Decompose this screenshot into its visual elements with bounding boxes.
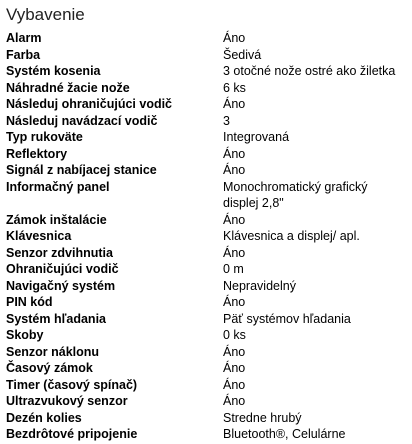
spec-value: Bluetooth®, Celulárne bbox=[223, 427, 346, 441]
spec-row bbox=[6, 294, 408, 311]
spec-label: Signál z nabíjacej stanice bbox=[6, 163, 157, 177]
spec-row bbox=[6, 261, 408, 278]
spec-label: Skoby bbox=[6, 328, 44, 342]
spec-row bbox=[6, 377, 408, 394]
spec-value: Áno bbox=[223, 97, 246, 111]
spec-label: Zámok inštalácie bbox=[6, 212, 107, 227]
spec-row bbox=[6, 228, 408, 245]
spec-value: Áno bbox=[223, 344, 246, 359]
spec-row bbox=[6, 96, 408, 113]
spec-value: Nepravidelný bbox=[223, 278, 296, 293]
spec-row bbox=[6, 129, 408, 146]
spec-label: Klávesnica bbox=[6, 229, 72, 243]
spec-value: Áno bbox=[223, 361, 246, 375]
spec-label: Ohraničujúci vodič bbox=[6, 262, 119, 276]
spec-label: Navigačný systém bbox=[6, 278, 116, 293]
spec-label: Dezén kolies bbox=[6, 410, 82, 425]
spec-row bbox=[6, 426, 408, 443]
spec-row bbox=[6, 113, 408, 130]
spec-label: Následuj navádzací vodič bbox=[6, 113, 158, 128]
spec-value: Monochromatický grafický displej 2,8" bbox=[223, 179, 368, 210]
spec-value: 3 bbox=[223, 113, 230, 128]
spec-row bbox=[6, 80, 408, 97]
spec-row bbox=[6, 327, 408, 344]
spec-value: Stredne hrubý bbox=[223, 410, 302, 425]
spec-value: Áno bbox=[223, 245, 246, 260]
spec-label: Senzor zdvihnutia bbox=[6, 245, 113, 260]
spec-label: Náhradné žacie nože bbox=[6, 80, 130, 95]
spec-row bbox=[6, 162, 408, 179]
spec-label: Následuj ohraničujúci vodič bbox=[6, 97, 173, 111]
spec-value: Áno bbox=[223, 212, 246, 227]
spec-label: Informačný panel bbox=[6, 179, 110, 194]
spec-label: Reflektory bbox=[6, 146, 68, 161]
spec-label: PIN kód bbox=[6, 295, 53, 309]
spec-label: Ultrazvukový senzor bbox=[6, 394, 128, 408]
spec-row bbox=[6, 278, 408, 295]
spec-value: Šedivá bbox=[223, 47, 262, 62]
spec-value: Áno bbox=[223, 377, 246, 392]
page-title: Vybavenie bbox=[6, 5, 85, 24]
spec-label: Časový zámok bbox=[6, 361, 93, 375]
spec-value: 0 ks bbox=[223, 328, 246, 342]
spec-value: Integrovaná bbox=[223, 130, 290, 144]
spec-value: Päť systémov hľadania bbox=[223, 311, 351, 326]
spec-value: Áno bbox=[223, 394, 246, 408]
spec-row bbox=[6, 410, 408, 427]
spec-row bbox=[6, 212, 408, 229]
spec-row bbox=[6, 245, 408, 262]
spec-row bbox=[6, 393, 408, 410]
spec-row bbox=[6, 146, 408, 163]
spec-value: 0 m bbox=[223, 262, 244, 276]
spec-value: 3 otočné nože ostré ako žiletka bbox=[223, 64, 396, 78]
spec-row bbox=[6, 360, 408, 377]
spec-label: Bezdrôtové pripojenie bbox=[6, 427, 138, 441]
spec-row bbox=[6, 179, 408, 212]
spec-value: Áno bbox=[223, 163, 246, 177]
spec-label: Systém kosenia bbox=[6, 64, 101, 78]
spec-label: Typ rukoväte bbox=[6, 130, 83, 144]
spec-label: Farba bbox=[6, 47, 41, 62]
spec-row bbox=[6, 311, 408, 328]
spec-label: Timer (časový spínač) bbox=[6, 377, 138, 392]
spec-label: Senzor náklonu bbox=[6, 344, 100, 359]
spec-row bbox=[6, 63, 408, 80]
spec-label: Alarm bbox=[6, 31, 42, 45]
spec-value: Áno bbox=[223, 31, 246, 45]
spec-row bbox=[6, 47, 408, 64]
spec-row bbox=[6, 344, 408, 361]
spec-value: Áno bbox=[223, 146, 246, 161]
spec-list bbox=[6, 30, 408, 443]
spec-value: 6 ks bbox=[223, 80, 246, 95]
spec-row bbox=[6, 30, 408, 47]
spec-value: Áno bbox=[223, 295, 246, 309]
spec-value: Klávesnica a displej/ apl. bbox=[223, 229, 360, 243]
spec-label: Systém hľadania bbox=[6, 311, 106, 326]
